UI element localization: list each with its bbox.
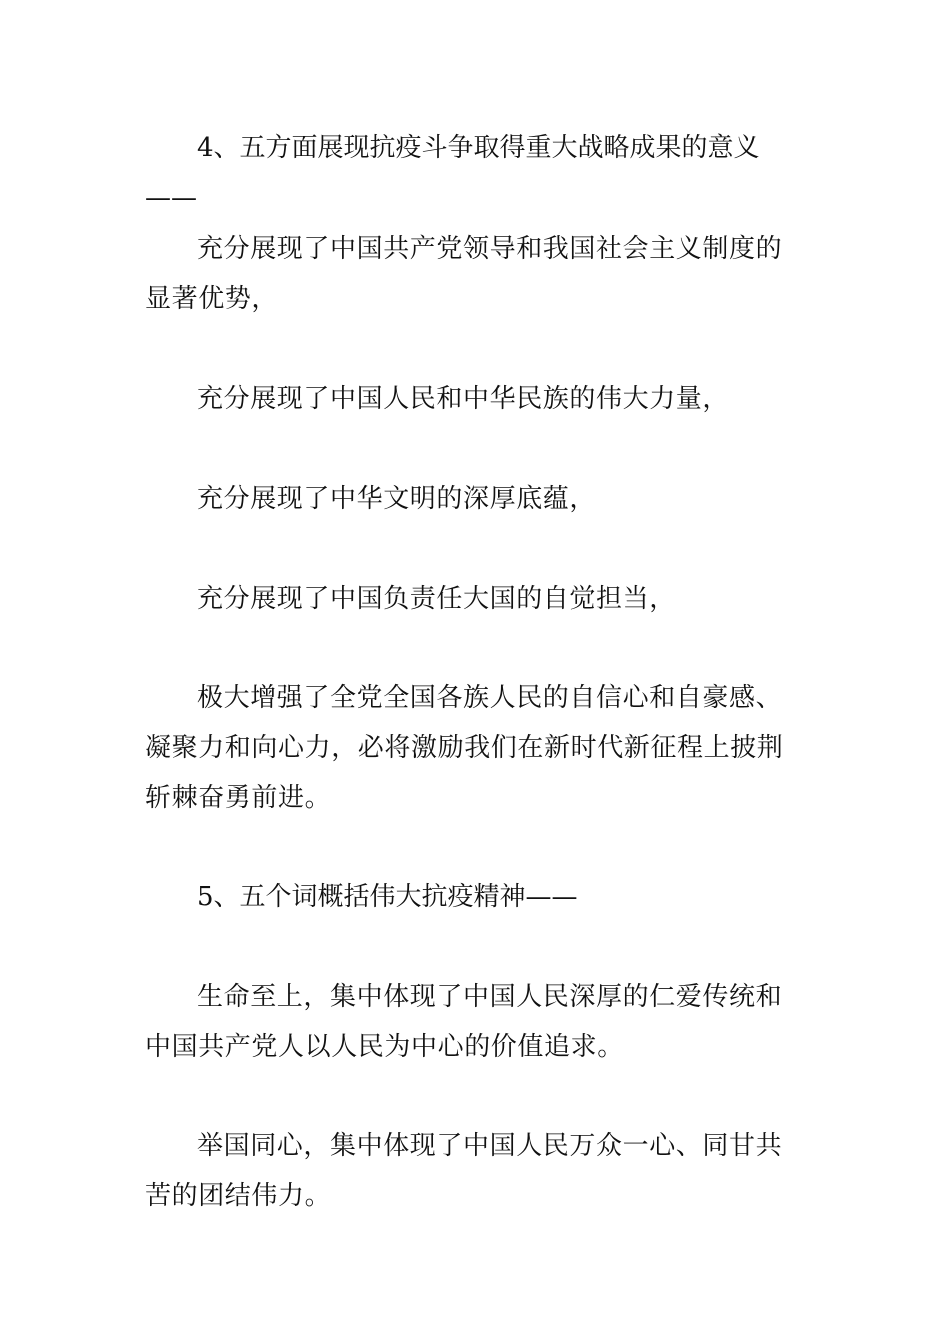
paragraph: 充分展现了中国共产党领导和我国社会主义制度的显著优势，	[145, 234, 783, 314]
paragraph: 生命至上，集中体现了中国人民深厚的仁爱传统和中国共产党人以人民为中心的价值追求。	[145, 982, 783, 1062]
paragraph: 充分展现了中国负责任大国的自觉担当，	[197, 584, 676, 614]
paragraph: 充分展现了中国人民和中华民族的伟大力量，	[197, 384, 730, 414]
section-heading-4: 4、五方面展现抗疫斗争取得重大战略成果的意义——	[145, 133, 760, 213]
paragraph: 举国同心，集中体现了中国人民万众一心、同甘共苦的团结伟力。	[145, 1131, 783, 1211]
paragraph: 充分展现了中华文明的深厚底蕴，	[197, 484, 597, 514]
paragraph: 极大增强了全党全国各族人民的自信心和自豪感、凝聚力和向心力，必将激励我们在新时代新征程上披荆斩棘奋勇前进。	[145, 683, 784, 813]
section-heading-5: 5、五个词概括伟大抗疫精神——	[197, 882, 578, 912]
